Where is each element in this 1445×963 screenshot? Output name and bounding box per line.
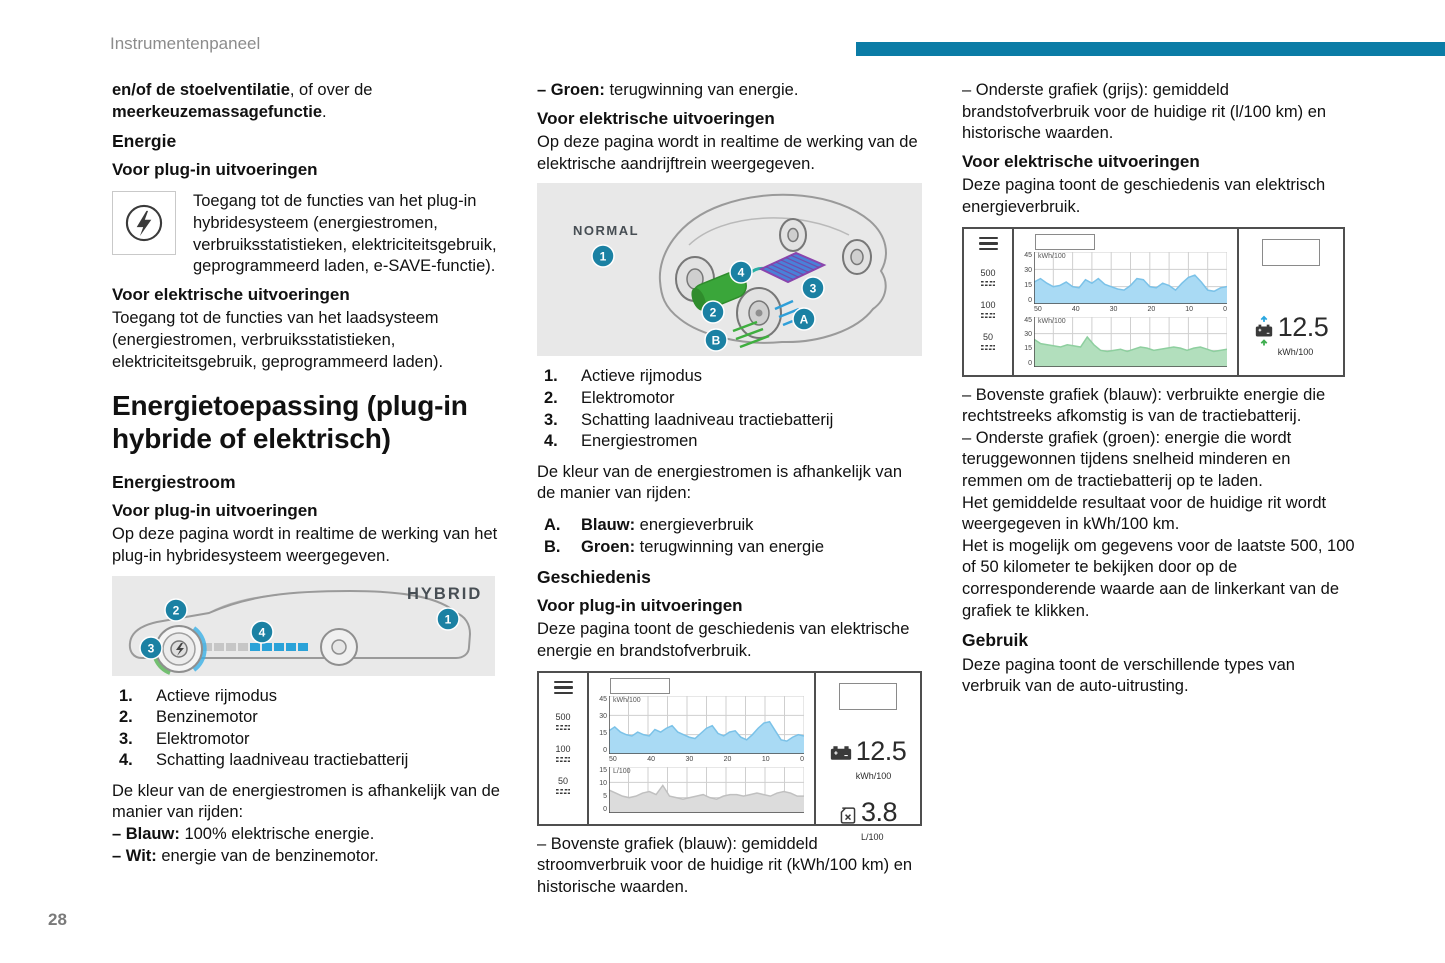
hybrid-car-illustration: [112, 576, 495, 676]
marker-4: [251, 621, 273, 643]
page-number: 28: [48, 910, 67, 929]
trip-distance-icon: [980, 344, 996, 351]
heading-elektrisch-2: Voor elektrische uitvoeringen: [537, 108, 775, 128]
paragraph-realtime-phev: Op deze pagina wordt in realtime de werking van het plug-in hybridesysteem weergegeven.: [112, 525, 498, 565]
heading-plugin-3: Voor plug-in uitvoeringen: [537, 595, 743, 615]
paragraph-gebruik: Deze pagina toont de verschillende types van verbruik van de auto-uitrusting.: [962, 655, 1295, 696]
trip-distance-icon: [555, 788, 571, 795]
dash-blauw: – Blauw: 100% elektrische energie.: [112, 825, 375, 844]
dash-groen: – Groen: terugwinning van energie.: [537, 81, 799, 99]
paragraph-realtime-ev: Op deze pagina wordt in realtime de werking van de elektrische aandrijftrein weergegeven.: [537, 133, 918, 173]
marker-1: [437, 608, 459, 630]
energy-icon-box: [112, 191, 176, 255]
fuel-icon: [839, 806, 857, 825]
y-axis-labels: 45 30 15 0: [1024, 251, 1032, 304]
history-screen-electric: [962, 227, 1345, 377]
heading-energie: Energie: [112, 131, 177, 152]
chart-unit-label: kWh/100: [1038, 252, 1066, 260]
marker-2: [702, 301, 724, 323]
electric-car-illustration: [537, 183, 922, 356]
list-item: 4. Energiestromen: [544, 432, 698, 451]
paragraph-bovenste-phev: – Bovenste grafiek (blauw): gemiddeld stroomverbruik voor de huidige rit (kWh/100 km) en historische waarden.: [537, 834, 913, 896]
screen-tab-placeholder: [1035, 234, 1095, 250]
list-item: 2. Elektromotor: [544, 388, 675, 407]
paragraph-energy-functions: Toegang tot de functies van het plug-in hybridesysteem (energiestromen, verbruiksstatistieken, elektriciteitsgebruik, geprogrammeerd laden, e-SAVE-functie).: [193, 192, 497, 276]
screen-tab-placeholder: [1262, 239, 1320, 266]
battery-level-bar: [202, 643, 308, 651]
svg-text:1: 1: [599, 249, 607, 264]
heading-geschiedenis: Geschiedenis: [537, 567, 651, 588]
marker-3: [140, 637, 162, 659]
paragraph-gemiddeld: Het gemiddelde resultaat voor de huidige rit wordt weergegeven in kWh/100 km.: [962, 493, 1327, 534]
marker-B: [705, 329, 727, 351]
paragraph-onderste-phev: – Onderste grafiek (grijs): gemiddeld brandstofverbruik voor de huidige rit (l/100 km) en historische waarden.: [962, 81, 1327, 143]
distance-option-50: 50: [555, 777, 571, 795]
screen-sidebar: [539, 673, 589, 824]
list-item: 1. Actieve rijmodus: [119, 686, 278, 705]
svg-text:A: A: [799, 312, 809, 327]
list-item: A. Blauw: energieverbruik: [544, 515, 754, 534]
x-axis-labels: 50 40 30 20 10 0: [1034, 305, 1227, 313]
column-right: [962, 80, 1355, 898]
heading-plugin: Voor plug-in uitvoeringen: [112, 159, 318, 179]
legend-list-ab: [537, 515, 922, 558]
screen-readout-panel: [814, 673, 920, 843]
marker-4: [730, 261, 752, 283]
running-header: Instrumentenpaneel: [110, 34, 261, 53]
svg-text:2: 2: [709, 305, 717, 320]
screen-chart-area: [1014, 229, 1237, 375]
screen-tab-placeholder: [839, 683, 897, 710]
distance-option-500: 500: [555, 713, 571, 731]
heading-plugin-2: Voor plug-in uitvoeringen: [112, 500, 318, 520]
column-left: [112, 80, 505, 898]
trip-distance-icon: [980, 312, 996, 319]
svg-text:4: 4: [258, 625, 266, 639]
normal-mode-label: NORMAL: [573, 223, 640, 239]
legend-list-hybrid: [112, 686, 505, 772]
x-axis-labels: 50 40 30 20 10 0: [609, 755, 804, 763]
paragraph-bovenste-ev: – Bovenste grafiek (blauw): verbruikte energie die rechtstreeks afkomstig is van de tractiebatterij.: [962, 385, 1326, 426]
svg-text:3: 3: [147, 641, 155, 655]
list-item: 2. Benzinemotor: [119, 708, 258, 727]
y-axis-labels: 45 30 15 0: [1024, 316, 1032, 367]
marker-3: [802, 277, 824, 299]
screen-sidebar: [964, 229, 1014, 375]
paragraph-onderste-ev: – Onderste grafiek (groen): energie die wordt teruggewonnen tijdens snelheid minderen en remmen om de tractiebatterij op te laden.: [962, 428, 1292, 490]
marker-A: [793, 308, 815, 330]
y-axis-labels: 15 10 5 0: [599, 766, 607, 813]
legend-list-ev: [537, 366, 922, 452]
marker-2: [165, 599, 187, 621]
marker-1: [592, 245, 614, 267]
paragraph-geschiedenis-phev: Deze pagina toont de geschiedenis van elektrische energie en brandstofverbruik.: [537, 620, 910, 660]
distance-option-100: 100: [555, 745, 571, 763]
heading-elektrisch-3: Voor elektrische uitvoeringen: [962, 151, 1200, 171]
y-axis-labels: 45 30 15 0: [599, 695, 607, 754]
menu-icon: [979, 237, 998, 251]
hybrid-mode-label: HYBRID: [407, 584, 483, 603]
page-title: Energietoepassing (plug-in hybride of elektrisch): [112, 390, 468, 455]
column-middle: [537, 80, 922, 898]
list-item: 1. Actieve rijmodus: [544, 367, 703, 386]
screen-chart-area: [589, 673, 814, 824]
paragraph-laadsysteem: Toegang tot de functies van het laadsysteem (energiestromen, verbruiksstatistieken, elektriciteitsgebruik, geprogrammeerd laden).: [112, 309, 444, 371]
paragraph-kleur-2: De kleur van de energiestromen is afhankelijk van de manier van rijden:: [537, 462, 903, 503]
svg-text:3: 3: [809, 281, 817, 296]
battery-icon: [830, 745, 852, 761]
trip-distance-icon: [555, 756, 571, 763]
dash-wit: – Wit: energie van de benzinemotor.: [112, 846, 379, 865]
svg-text:B: B: [711, 333, 721, 348]
history-screen-plugin: [537, 671, 922, 843]
heading-gebruik: Gebruik: [962, 630, 1029, 651]
svg-text:1: 1: [444, 612, 452, 626]
screen-tab-placeholder: [610, 678, 670, 694]
trip-distance-icon: [555, 724, 571, 731]
distance-option-100: 100: [980, 301, 996, 319]
electric-consumption-readout: 12.5 kWh/100: [1254, 314, 1329, 364]
paragraph-kleur: De kleur van de energiestromen is afhankelijk van de manier van rijden:: [112, 781, 500, 822]
energy-function-note: [112, 191, 505, 277]
svg-text:4: 4: [737, 265, 745, 280]
list-item: 4. Schatting laadniveau tractiebatterij: [119, 751, 409, 770]
paragraph-intro: en/of de stoelventilatie, of over de meerkeuzemassagefunctie.: [112, 81, 373, 121]
hybrid-energy-flow-figure: [112, 576, 495, 676]
trip-distance-icon: [980, 280, 996, 287]
svg-text:2: 2: [172, 603, 180, 617]
electric-drivetrain-figure: [537, 183, 922, 356]
electric-consumption-readout: 12.5 kWh/100: [830, 738, 907, 788]
heading-elektrisch: Voor elektrische uitvoeringen: [112, 284, 350, 304]
battery-charge-icon: [1254, 314, 1274, 348]
menu-icon: [554, 681, 573, 695]
heading-energiestroom: Energiestroom: [112, 472, 236, 493]
list-item: B. Groen: terugwinning van energie: [544, 537, 825, 556]
fuel-consumption-readout: 3.8 L/100: [839, 799, 897, 849]
distance-option-500: 500: [980, 269, 996, 287]
page-columns: [112, 80, 1355, 898]
screen-readout-panel: [1237, 229, 1343, 375]
distance-option-50: 50: [980, 333, 996, 351]
electric-consumption-chart: [609, 696, 804, 754]
fuel-consumption-chart: [609, 767, 804, 813]
chart-unit-label: kWh/100: [613, 696, 641, 704]
paragraph-mogelijk: Het is mogelijk om gegevens voor de laatste 500, 100 of 50 kilometer te bekijken door op de corresponderende waarde aan de linkerkant van de grafiek te klikken.: [962, 536, 1355, 620]
list-item: 3. Schatting laadniveau tractiebatterij: [544, 410, 834, 429]
header-accent-bar: [856, 42, 1445, 56]
chart-unit-label: L/100: [613, 767, 631, 775]
list-item: 3. Elektromotor: [119, 729, 250, 748]
paragraph-geschiedenis-ev: Deze pagina toont de geschiedenis van elektrisch energieverbruik.: [962, 176, 1326, 216]
lightning-circle-icon: [118, 197, 170, 249]
chart-unit-label: kWh/100: [1038, 317, 1066, 325]
